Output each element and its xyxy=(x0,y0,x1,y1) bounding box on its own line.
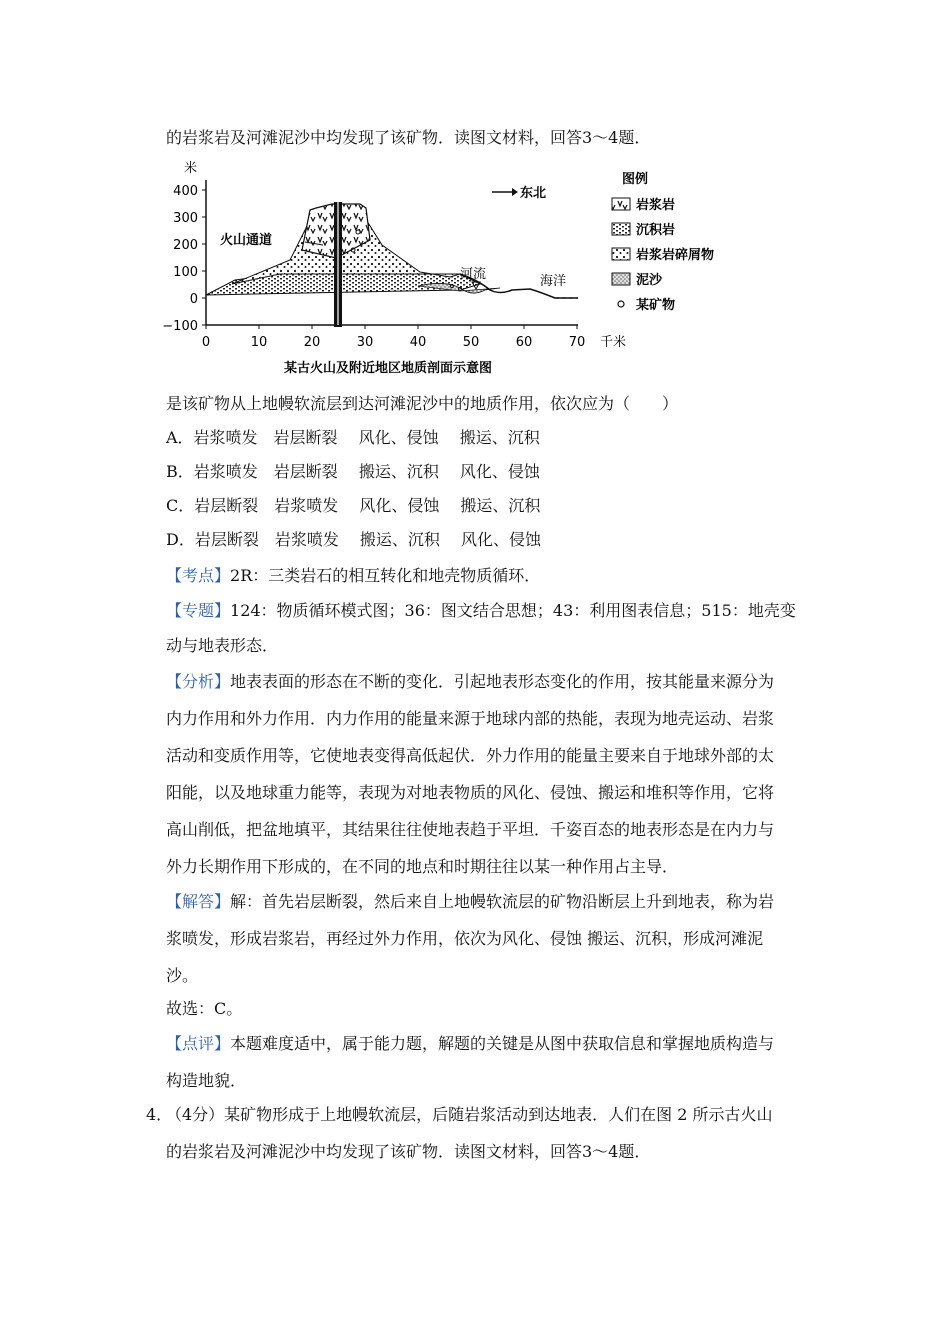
x-tick-label: 20 xyxy=(303,335,321,350)
zhuanti-line-1 xyxy=(166,601,816,621)
figure-caption: 某古火山及附近地区地质剖面示意图 xyxy=(283,361,493,376)
ocean-label: 海洋 xyxy=(540,274,567,289)
jieda-tag: 【解答】 xyxy=(166,892,231,911)
option-c: C．岩层断裂 岩浆喷发 风化、侵蚀 搬运、沉积 xyxy=(166,496,541,515)
dianping-text-1: 本题难度适中，属于能力题，解题的关键是从图中获取信息和掌握地质构造与 xyxy=(230,1034,775,1053)
zhuanti-text-1: 124：物质循环模式图；36：图文结合思想；43：利用图表信息；515：地壳变 xyxy=(230,601,796,620)
question-stem: 是该矿物从上地幔软流层到达河滩泥沙中的地质作用，依次应为（ ） xyxy=(166,394,679,413)
geologic-section-figure xyxy=(160,150,760,382)
legend xyxy=(612,197,714,313)
legend-item xyxy=(612,222,675,238)
option-b: B．岩浆喷发 岩层断裂 搬运、沉积 风化、侵蚀 xyxy=(166,462,540,481)
sand-pattern-icon xyxy=(612,273,630,285)
fenxi-line-1 xyxy=(166,672,816,692)
option-d: D．岩层断裂 岩浆喷发 搬运、沉积 风化、侵蚀 xyxy=(166,530,542,549)
kaodian-tag: 【考点】 xyxy=(166,566,231,585)
x-tick-label: 10 xyxy=(250,335,268,350)
x-tick-label: 0 xyxy=(201,335,211,350)
x-tick-label: 60 xyxy=(515,335,533,350)
question-4-line-1: （4分）某矿物形成于上地幔软流层，后随岩浆活动到达地表．人们在图 2 所示古火山 xyxy=(166,1105,773,1124)
legend-title: 图例 xyxy=(622,172,649,187)
legend-item xyxy=(618,297,675,313)
river-label: 河流 xyxy=(460,267,487,282)
intro-line: 的岩浆岩及河滩泥沙中均发现了该矿物．读图文材料，回答3～4题． xyxy=(166,128,651,147)
x-ticks xyxy=(202,325,585,350)
sedimentary-rock-pattern-icon xyxy=(612,223,630,235)
legend-label: 岩浆岩碎屑物 xyxy=(636,248,715,263)
answer-line: 故选：C。 xyxy=(166,999,243,1018)
mineral-circle-icon xyxy=(618,301,624,307)
dianping-line-1 xyxy=(166,1034,816,1054)
legend-label: 岩浆岩 xyxy=(636,198,676,213)
zhuanti-line-2: 动与地表形态． xyxy=(166,636,279,655)
option-a: A．岩浆喷发 岩层断裂 风化、侵蚀 搬运、沉积 xyxy=(166,428,540,447)
y-ticks xyxy=(162,184,206,334)
jieda-line-3: 沙。 xyxy=(166,966,199,985)
direction-label: 东北 xyxy=(520,186,547,201)
fenxi-text-1: 地表表面的形态在不断的变化．引起地表形态变化的作用，按其能量来源分为 xyxy=(230,672,775,691)
x-tick-label: 70 xyxy=(568,335,586,350)
jieda-line-1 xyxy=(166,892,816,912)
y-tick-label: 0 xyxy=(189,292,198,307)
x-tick-label: 40 xyxy=(409,335,427,350)
fenxi-line-4: 阳能，以及地球重力能等，表现为对地表物质的风化、侵蚀、搬运和堆积等作用，它将 xyxy=(166,783,775,802)
vent-label: 火山通道 xyxy=(220,233,273,248)
zhuanti-tag: 【专题】 xyxy=(166,601,231,620)
dianping-tag: 【点评】 xyxy=(166,1034,231,1053)
x-unit: 千米 xyxy=(600,335,627,350)
legend-item xyxy=(612,272,663,288)
y-tick-label: 400 xyxy=(173,184,198,199)
legend-label: 泥沙 xyxy=(636,273,663,288)
legend-label: 沉积岩 xyxy=(636,223,676,238)
jieda-text-1: 解：首先岩层断裂，然后来自上地幔软流层的矿物沿断层上升到地表，称为岩 xyxy=(230,892,775,911)
legend-label: 某矿物 xyxy=(636,298,676,313)
magma-debris-pattern-icon xyxy=(612,248,630,260)
y-tick-label: 300 xyxy=(173,211,198,226)
y-tick-label: −100 xyxy=(162,319,198,334)
dianping-line-2: 构造地貌． xyxy=(166,1071,247,1090)
y-tick-label: 200 xyxy=(173,238,198,253)
x-tick-label: 50 xyxy=(462,335,480,350)
kaodian-text: 2R：三类岩石的相互转化和地壳物质循环． xyxy=(230,566,541,585)
fenxi-tag: 【分析】 xyxy=(166,672,231,691)
legend-item xyxy=(612,197,675,213)
y-tick-label: 100 xyxy=(173,265,198,280)
magma-rock-pattern-icon xyxy=(612,198,630,210)
x-tick-label: 30 xyxy=(356,335,374,350)
fenxi-line-3: 活动和变质作用等，它使地表变得高低起伏．外力作用的能量主要来自于地球外部的太 xyxy=(166,746,775,765)
fenxi-line-5: 高山削低，把盆地填平，其结果往往使地表趋于平坦．千姿百态的地表形态是在内力与 xyxy=(166,820,775,839)
legend-item xyxy=(612,247,714,263)
fenxi-line-2: 内力作用和外力作用．内力作用的能量来源于地球内部的热能，表现为地壳运动、岩浆 xyxy=(166,709,775,728)
question-4-line-2: 的岩浆岩及河滩泥沙中均发现了该矿物．读图文材料，回答3～4题． xyxy=(166,1142,651,1161)
kaodian-line xyxy=(166,566,816,586)
y-unit: 米 xyxy=(184,161,198,176)
question-4-number: 4． xyxy=(146,1105,173,1124)
fenxi-line-6: 外力长期作用下形成的，在不同的地点和时期往往以某一种作用占主导． xyxy=(166,857,679,876)
jieda-line-2: 浆喷发，形成岩浆岩，再经过外力作用，依次为风化、侵蚀 搬运、沉积，形成河滩泥 xyxy=(166,929,764,948)
